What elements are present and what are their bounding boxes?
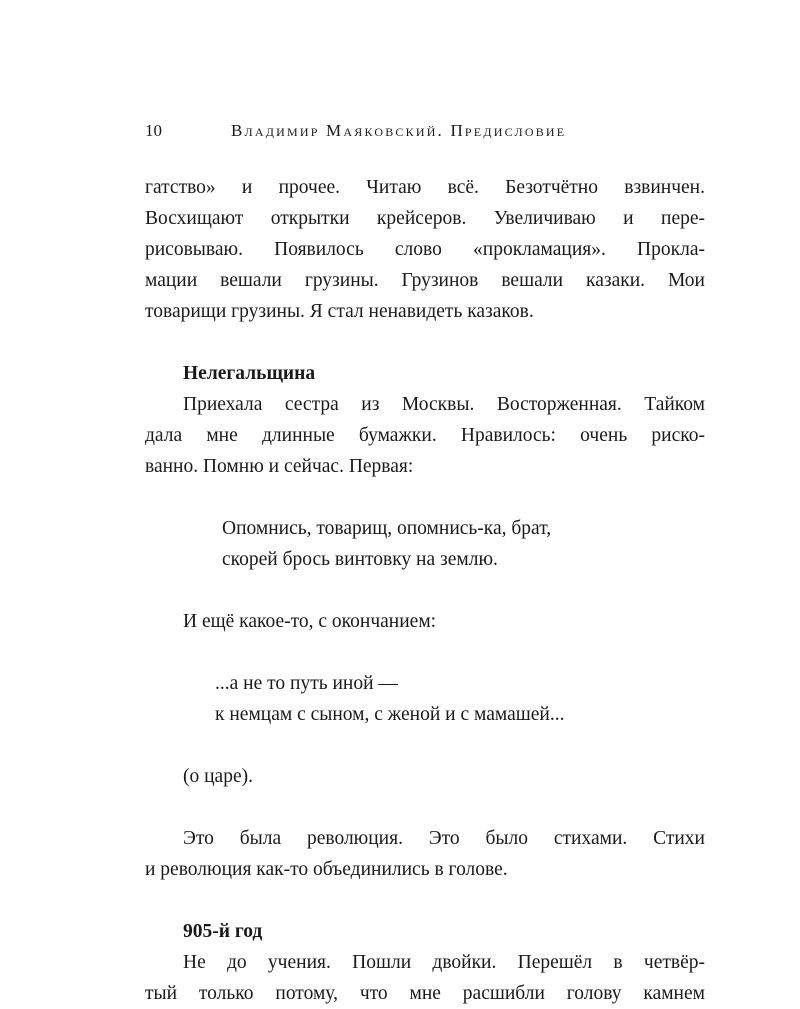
- text-line: Не до учения. Пошли двойки. Перешёл в четвёр-: [183, 952, 705, 973]
- text-line: Это была революция. Это было стихами. Стихи: [183, 828, 705, 849]
- text-line: дала мне длинные бумажки. Нравилось: очень риско-: [145, 425, 705, 446]
- page-number: 10: [145, 121, 162, 140]
- verse-line: скорей брось винтовку на землю.: [222, 549, 498, 570]
- verse-line: ...а не то путь иной —: [215, 673, 398, 694]
- section-heading: 905-й год: [183, 921, 263, 942]
- section-heading: Нелегальщина: [183, 363, 316, 384]
- text-line: гатство» и прочее. Читаю всё. Безотчётно взвинчен.: [145, 177, 705, 198]
- text-line: и революция как-то объединились в голове.: [145, 859, 508, 880]
- text-line: Приехала сестра из Москвы. Восторженная. Тайком: [183, 394, 705, 415]
- text-line: Восхищают открытки крейсеров. Увеличиваю и пере-: [145, 208, 705, 229]
- text-line: тый только потому, что мне расшибли голову камнем: [145, 983, 705, 1004]
- text-line: И ещё какое-то, с окончанием:: [183, 611, 437, 632]
- running-head: [145, 119, 625, 143]
- running-title: Владимир Маяковский. Предисловие: [231, 121, 567, 140]
- text-line: рисовываю. Появилось слово «прокламация». Прокла-: [145, 239, 705, 260]
- verse-line: к немцам с сыном, с женой и с мамашей...: [215, 704, 565, 725]
- body-text: [145, 172, 705, 1009]
- text-line: товарищи грузины. Я стал ненавидеть казаков.: [145, 301, 534, 322]
- verse-line: Опомнись, товарищ, опомнись-ка, брат,: [222, 518, 552, 539]
- text-line: мации вешали грузины. Грузинов вешали казаки. Мои: [145, 270, 705, 291]
- text-line: (о царе).: [183, 766, 253, 787]
- text-line: ванно. Помню и сейчас. Первая:: [145, 456, 414, 477]
